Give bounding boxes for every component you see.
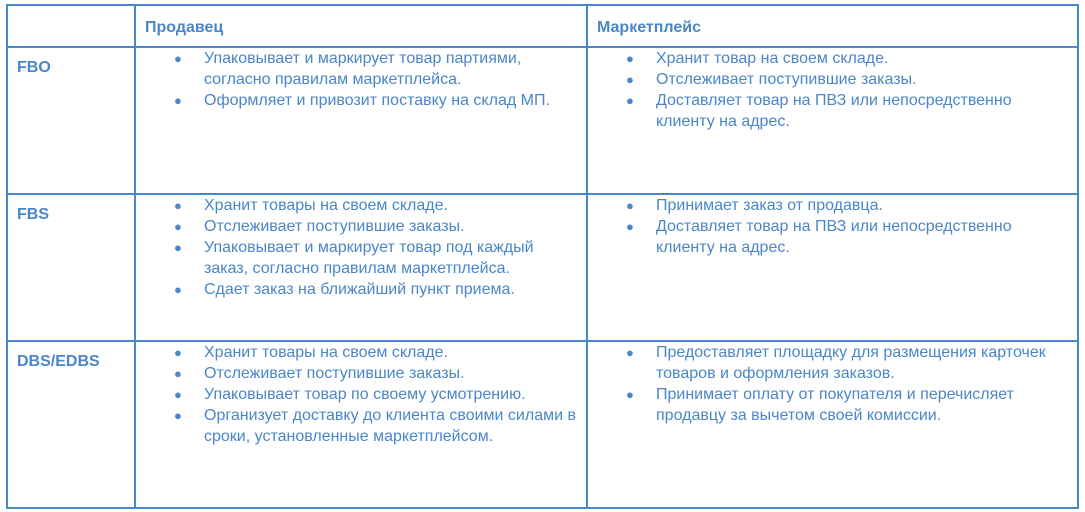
list-item: ● Отслеживает поступившие заказы. [174, 365, 465, 382]
table-row-fbo [7, 47, 1078, 194]
marketplace-duties-list [588, 195, 1077, 258]
seller-duties-cell [135, 194, 587, 341]
seller-duties-list [136, 48, 586, 111]
list-item: ● Оформляет и привозит поставку на склад МП. [174, 92, 550, 109]
seller-duties-cell [135, 341, 587, 508]
list-item: ● Хранит товар на своем складе. [626, 50, 889, 67]
list-item: ● Отслеживает поступившие заказы. [626, 71, 917, 88]
list-item: ● Отслеживает поступившие заказы. [174, 218, 465, 235]
list-item: ● Упаковывает и маркирует товар партиями, согласно правилам маркетплейса. [174, 50, 522, 88]
list-item: ● Доставляет товар на ПВЗ или непосредственно клиенту на адрес. [626, 92, 1012, 130]
bullet-icon: ● [626, 219, 634, 234]
header-marketplace-label: Маркетплейс [597, 19, 701, 36]
table-header-row [7, 5, 1078, 47]
bullet-icon: ● [174, 240, 182, 255]
header-marketplace [587, 5, 1078, 47]
model-label: FBS [17, 206, 49, 223]
marketplace-duties-cell [587, 341, 1078, 508]
bullet-icon: ● [174, 198, 182, 213]
list-item: ● Упаковывает товар по своему усмотрению. [174, 386, 526, 403]
model-label: DBS/EDBS [17, 353, 100, 370]
marketplace-duties-cell [587, 47, 1078, 194]
bullet-icon: ● [626, 93, 634, 108]
bullet-icon: ● [174, 345, 182, 360]
model-cell [7, 194, 135, 341]
model-cell [7, 47, 135, 194]
bullet-icon: ● [174, 282, 182, 297]
model-cell [7, 341, 135, 508]
seller-duties-list [136, 342, 586, 447]
bullet-icon: ● [174, 408, 182, 423]
list-item: ● Принимает оплату от покупателя и перечисляет продавцу за вычетом своей комиссии. [626, 386, 1014, 424]
model-label: FBO [17, 59, 51, 76]
list-item: ● Хранит товары на своем складе. [174, 344, 448, 361]
bullet-icon: ● [626, 51, 634, 66]
bullet-icon: ● [174, 93, 182, 108]
list-item: ● Упаковывает и маркирует товар под каждый заказ, согласно правилам маркетплейса. [174, 239, 534, 277]
list-item: ● Принимает заказ от продавца. [626, 197, 883, 214]
list-item: ● Предоставляет площадку для размещения карточек товаров и оформления заказов. [626, 344, 1046, 382]
bullet-icon: ● [174, 219, 182, 234]
bullet-icon: ● [626, 345, 634, 360]
table-row-dbs-edbs [7, 341, 1078, 508]
list-item: ● Организует доставку до клиента своими силами в сроки, установленные маркетплейсом. [174, 407, 576, 445]
bullet-icon: ● [626, 198, 634, 213]
seller-duties-cell [135, 47, 587, 194]
marketplace-duties-list [588, 342, 1077, 426]
header-seller [135, 5, 587, 47]
bullet-icon: ● [174, 366, 182, 381]
table-row-fbs [7, 194, 1078, 341]
bullet-icon: ● [174, 51, 182, 66]
marketplace-duties-cell [587, 194, 1078, 341]
marketplace-duties-list [588, 48, 1077, 132]
bullet-icon: ● [174, 387, 182, 402]
fulfillment-models-table [6, 4, 1079, 509]
list-item: ● Сдает заказ на ближайший пункт приема. [174, 281, 515, 298]
seller-duties-list [136, 195, 586, 300]
list-item: ● Хранит товары на своем складе. [174, 197, 448, 214]
list-item: ● Доставляет товар на ПВЗ или непосредственно клиенту на адрес. [626, 218, 1012, 256]
bullet-icon: ● [626, 72, 634, 87]
header-empty-cell [7, 5, 135, 47]
header-seller-label: Продавец [145, 19, 224, 36]
bullet-icon: ● [626, 387, 634, 402]
